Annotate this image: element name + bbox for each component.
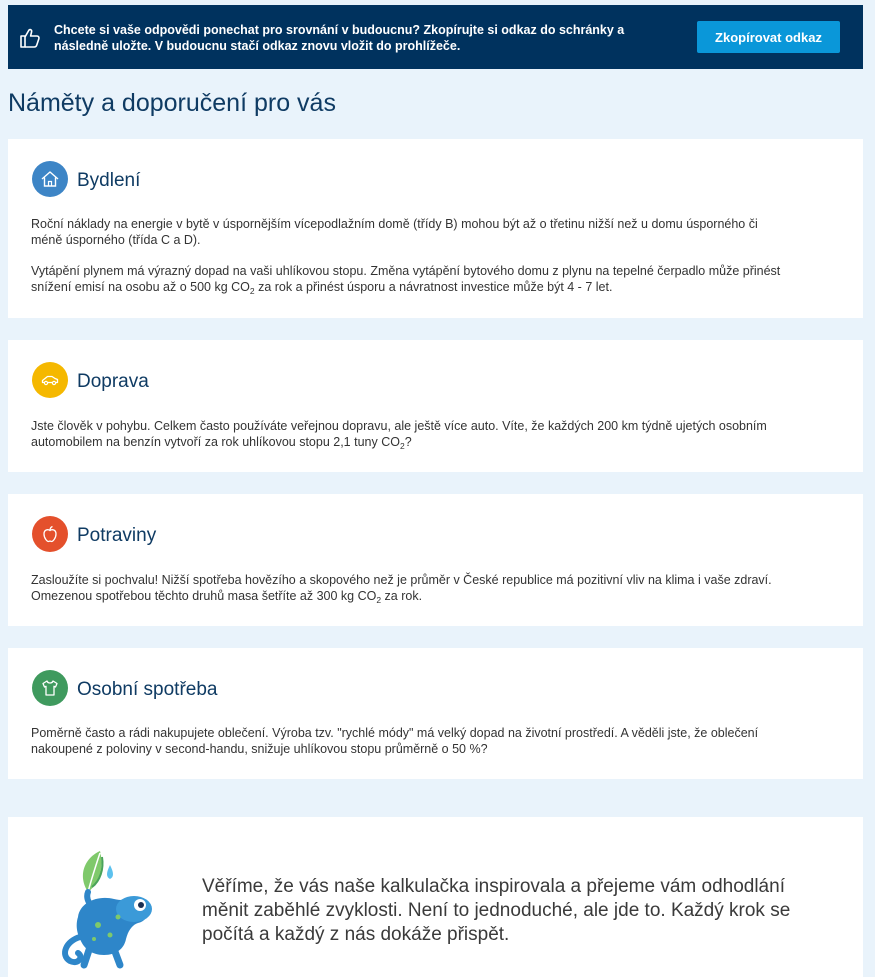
chameleon-mascot-icon	[48, 847, 168, 972]
co2-subscript: 2	[376, 595, 382, 605]
housing-p1-line2: méně úsporného (třída C a D).	[31, 233, 201, 247]
card-transport	[8, 340, 863, 472]
transport-p1-line2a: automobilem na benzín vytvoří za rok uhlíkovou stopu 2,1 tuny CO	[31, 435, 400, 449]
food-p1-line1: Zasloužíte si pochvalu! Nižší spotřeba hovězího a skopového než je průměr v České republice má pozitivní vliv na klima i vaše zdraví.	[31, 573, 772, 587]
closing-line1: Věříme, že vás naše kalkulačka inspirovala a přejeme vám odhodlání	[202, 876, 785, 897]
card-personal-consumption	[8, 648, 863, 779]
housing-p2-line1: Vytápění plynem má výrazný dopad na vaši uhlíkovou stopu. Změna vytápění bytového domu z plynu na tepelné čerpadlo může přinést	[31, 264, 781, 278]
apple-icon	[32, 516, 68, 552]
housing-p2-line2a: snížení emisí na osobu až o 500 kg CO	[31, 280, 250, 294]
card-food	[8, 494, 863, 626]
card-title-personal-consumption: Osobní spotřeba	[77, 679, 218, 700]
closing-line2: měnit zaběhlé zvyklosti. Není to jednoduché, ale jde to. Každý krok se	[202, 900, 791, 921]
closing-line3: počítá a každý z nás dokáže přispět.	[202, 924, 510, 945]
co2-subscript: 2	[249, 286, 255, 296]
food-paragraph-1	[31, 572, 836, 604]
banner-message	[54, 22, 654, 54]
save-answers-banner	[8, 5, 863, 69]
transport-p1-line1: Jste člověk v pohybu. Celkem často používáte veřejnou dopravu, ale ještě více auto. Víte, že každých 200 km týdně ujetých osobním	[31, 419, 767, 433]
housing-p2-line2b: za rok a přinést úsporu a návratnost investice může být 4 - 7 let.	[254, 280, 613, 294]
closing-message	[202, 875, 822, 947]
card-housing	[8, 139, 863, 318]
card-title-food: Potraviny	[77, 525, 157, 546]
closing-section	[8, 817, 863, 977]
card-title-transport: Doprava	[77, 371, 149, 392]
co2-subscript: 2	[399, 441, 405, 451]
tshirt-icon	[32, 670, 68, 706]
personal-p1-line1: Poměrně často a rádi nakupujete oblečení. Výroba tzv. "rychlé módy" má velký dopad na životní prostředí. A věděli jste, že oblečení	[31, 726, 759, 740]
food-p1-line2a: Omezenou spotřebou těchto druhů masa šetříte až 300 kg CO	[31, 589, 377, 603]
car-icon	[32, 362, 68, 398]
transport-paragraph-1	[31, 418, 836, 450]
personal-p1-line2: nakoupené z poloviny v second-handu, snižuje uhlíkovou stopu průměrně o 50 %?	[31, 742, 488, 756]
thumbs-up-icon	[19, 26, 43, 50]
housing-paragraph-2	[31, 263, 836, 295]
personal-paragraph-1	[31, 725, 836, 757]
banner-message-line1: Chcete si vaše odpovědi ponechat pro srovnání v budoucnu? Zkopírujte si odkaz do schránky a	[54, 23, 625, 37]
house-icon	[32, 161, 68, 197]
copy-link-button[interactable]: Zkopírovat odkaz	[697, 21, 840, 53]
transport-p1-line2b: ?	[404, 435, 412, 449]
housing-paragraph-1	[31, 216, 836, 248]
card-title-housing: Bydlení	[77, 170, 141, 191]
food-p1-line2b: za rok.	[381, 589, 423, 603]
banner-message-line2: následně uložte. V budoucnu stačí odkaz znovu vložit do prohlížeče.	[54, 39, 461, 53]
housing-p1-line1: Roční náklady na energie v bytě v úspornějším vícepodlažním domě (třídy B) mohou být až o třetinu nižší než u domu úsporného či	[31, 217, 758, 231]
page-title: Náměty a doporučení pro vás	[8, 89, 336, 117]
